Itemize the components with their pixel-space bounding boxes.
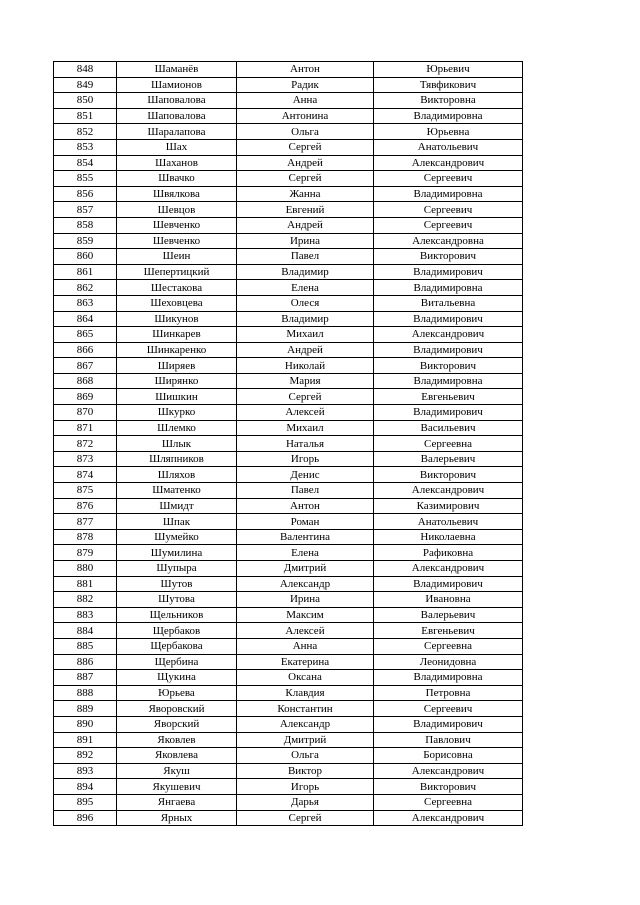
patronymic-cell: Юрьевна [374,124,523,140]
table-row [54,233,523,249]
row-number-cell: 854 [54,155,117,171]
last-name-cell: Ширянко [117,373,237,389]
table-row [54,779,523,795]
last-name-cell: Шутов [117,576,237,592]
last-name-cell: Янгаева [117,794,237,810]
row-number-cell: 895 [54,794,117,810]
patronymic-cell: Сергеевна [374,436,523,452]
patronymic-cell: Рафиковна [374,545,523,561]
last-name-cell: Щельников [117,607,237,623]
first-name-cell: Екатерина [237,654,374,670]
row-number-cell: 879 [54,545,117,561]
patronymic-cell: Ивановна [374,592,523,608]
row-number-cell: 893 [54,763,117,779]
last-name-cell: Шишкин [117,389,237,405]
first-name-cell: Алексей [237,623,374,639]
row-number-cell: 849 [54,77,117,93]
last-name-cell: Шевцов [117,202,237,218]
last-name-cell: Шумилина [117,545,237,561]
first-name-cell: Сергей [237,389,374,405]
table-row [54,576,523,592]
first-name-cell: Елена [237,545,374,561]
row-number-cell: 864 [54,311,117,327]
patronymic-cell: Владимирович [374,716,523,732]
patronymic-cell: Борисовна [374,748,523,764]
last-name-cell: Яковлева [117,748,237,764]
patronymic-cell: Владимировна [374,670,523,686]
table-row [54,514,523,530]
row-number-cell: 869 [54,389,117,405]
first-name-cell: Ольга [237,748,374,764]
last-name-cell: Швялкова [117,186,237,202]
last-name-cell: Щербаков [117,623,237,639]
last-name-cell: Шаманёв [117,62,237,78]
row-number-cell: 865 [54,327,117,343]
table-row [54,638,523,654]
last-name-cell: Шинкарев [117,327,237,343]
row-number-cell: 891 [54,732,117,748]
row-number-cell: 885 [54,638,117,654]
patronymic-cell: Тявфикович [374,77,523,93]
last-name-cell: Шаповалова [117,108,237,124]
row-number-cell: 860 [54,249,117,265]
patronymic-cell: Евгеньевич [374,623,523,639]
last-name-cell: Шаханов [117,155,237,171]
patronymic-cell: Валерьевич [374,451,523,467]
first-name-cell: Игорь [237,779,374,795]
last-name-cell: Шлык [117,436,237,452]
patronymic-cell: Сергеевич [374,202,523,218]
patronymic-cell: Владимировна [374,373,523,389]
roster-table-body [54,62,523,826]
last-name-cell: Якуш [117,763,237,779]
patronymic-cell: Сергеевич [374,171,523,187]
first-name-cell: Анна [237,93,374,109]
last-name-cell: Яворовский [117,701,237,717]
last-name-cell: Шикунов [117,311,237,327]
patronymic-cell: Леонидовна [374,654,523,670]
table-row [54,342,523,358]
last-name-cell: Яворский [117,716,237,732]
patronymic-cell: Юрьевич [374,62,523,78]
table-row [54,358,523,374]
table-row [54,139,523,155]
table-row [54,155,523,171]
row-number-cell: 871 [54,420,117,436]
first-name-cell: Жанна [237,186,374,202]
patronymic-cell: Анатольевич [374,514,523,530]
last-name-cell: Щукина [117,670,237,686]
row-number-cell: 890 [54,716,117,732]
last-name-cell: Яковлев [117,732,237,748]
row-number-cell: 894 [54,779,117,795]
first-name-cell: Дмитрий [237,732,374,748]
patronymic-cell: Владимирович [374,311,523,327]
first-name-cell: Алексей [237,405,374,421]
row-number-cell: 882 [54,592,117,608]
last-name-cell: Шутова [117,592,237,608]
first-name-cell: Наталья [237,436,374,452]
last-name-cell: Ярных [117,810,237,826]
table-row [54,327,523,343]
patronymic-cell: Сергеевич [374,217,523,233]
first-name-cell: Андрей [237,155,374,171]
first-name-cell: Елена [237,280,374,296]
patronymic-cell: Викторович [374,467,523,483]
patronymic-cell: Александрович [374,155,523,171]
last-name-cell: Шестакова [117,280,237,296]
patronymic-cell: Евгеньевич [374,389,523,405]
table-row [54,451,523,467]
row-number-cell: 896 [54,810,117,826]
patronymic-cell: Владимировна [374,186,523,202]
first-name-cell: Антон [237,62,374,78]
patronymic-cell: Александрович [374,483,523,499]
first-name-cell: Александр [237,576,374,592]
table-row [54,670,523,686]
table-row [54,561,523,577]
row-number-cell: 876 [54,498,117,514]
patronymic-cell: Викторович [374,249,523,265]
table-row [54,607,523,623]
last-name-cell: Шепертицкий [117,264,237,280]
patronymic-cell: Александрович [374,561,523,577]
first-name-cell: Анна [237,638,374,654]
row-number-cell: 883 [54,607,117,623]
row-number-cell: 850 [54,93,117,109]
row-number-cell: 853 [54,139,117,155]
row-number-cell: 863 [54,295,117,311]
first-name-cell: Сергей [237,810,374,826]
table-row [54,311,523,327]
last-name-cell: Шляхов [117,467,237,483]
table-row [54,124,523,140]
first-name-cell: Сергей [237,171,374,187]
last-name-cell: Шаповалова [117,93,237,109]
first-name-cell: Антон [237,498,374,514]
row-number-cell: 868 [54,373,117,389]
row-number-cell: 892 [54,748,117,764]
first-name-cell: Мария [237,373,374,389]
first-name-cell: Михаил [237,420,374,436]
table-row [54,763,523,779]
last-name-cell: Юрьева [117,685,237,701]
patronymic-cell: Владимирович [374,342,523,358]
table-row [54,701,523,717]
patronymic-cell: Сергеевна [374,638,523,654]
first-name-cell: Валентина [237,529,374,545]
last-name-cell: Шах [117,139,237,155]
last-name-cell: Шлемко [117,420,237,436]
patronymic-cell: Александровна [374,233,523,249]
row-number-cell: 862 [54,280,117,296]
first-name-cell: Ирина [237,592,374,608]
table-row [54,93,523,109]
table-row [54,483,523,499]
patronymic-cell: Сергеевич [374,701,523,717]
row-number-cell: 852 [54,124,117,140]
table-row [54,545,523,561]
table-row [54,373,523,389]
patronymic-cell: Викторович [374,779,523,795]
last-name-cell: Шаралапова [117,124,237,140]
first-name-cell: Игорь [237,451,374,467]
patronymic-cell: Александрович [374,810,523,826]
table-row [54,685,523,701]
table-row [54,654,523,670]
patronymic-cell: Александрович [374,327,523,343]
row-number-cell: 887 [54,670,117,686]
table-row [54,264,523,280]
table-row [54,623,523,639]
row-number-cell: 855 [54,171,117,187]
first-name-cell: Денис [237,467,374,483]
last-name-cell: Шеховцева [117,295,237,311]
patronymic-cell: Витальевна [374,295,523,311]
first-name-cell: Михаил [237,327,374,343]
patronymic-cell: Владимирович [374,576,523,592]
first-name-cell: Владимир [237,311,374,327]
patronymic-cell: Валерьевич [374,607,523,623]
table-row [54,436,523,452]
table-row [54,295,523,311]
last-name-cell: Шмидт [117,498,237,514]
patronymic-cell: Владимирович [374,264,523,280]
row-number-cell: 851 [54,108,117,124]
row-number-cell: 848 [54,62,117,78]
first-name-cell: Максим [237,607,374,623]
first-name-cell: Владимир [237,264,374,280]
table-row [54,810,523,826]
last-name-cell: Швачко [117,171,237,187]
first-name-cell: Ирина [237,233,374,249]
first-name-cell: Клавдия [237,685,374,701]
last-name-cell: Шматенко [117,483,237,499]
first-name-cell: Дарья [237,794,374,810]
patronymic-cell: Сергеевна [374,794,523,810]
patronymic-cell: Владимирович [374,405,523,421]
row-number-cell: 872 [54,436,117,452]
last-name-cell: Щербина [117,654,237,670]
first-name-cell: Андрей [237,217,374,233]
table-row [54,420,523,436]
patronymic-cell: Николаевна [374,529,523,545]
first-name-cell: Николай [237,358,374,374]
row-number-cell: 870 [54,405,117,421]
first-name-cell: Ольга [237,124,374,140]
row-number-cell: 861 [54,264,117,280]
patronymic-cell: Александрович [374,763,523,779]
table-row [54,249,523,265]
last-name-cell: Щербакова [117,638,237,654]
first-name-cell: Евгений [237,202,374,218]
patronymic-cell: Анатольевич [374,139,523,155]
last-name-cell: Якушевич [117,779,237,795]
row-number-cell: 875 [54,483,117,499]
table-row [54,467,523,483]
last-name-cell: Шинкаренко [117,342,237,358]
last-name-cell: Шеин [117,249,237,265]
table-row [54,794,523,810]
patronymic-cell: Васильевич [374,420,523,436]
first-name-cell: Павел [237,483,374,499]
table-row [54,529,523,545]
first-name-cell: Дмитрий [237,561,374,577]
row-number-cell: 889 [54,701,117,717]
row-number-cell: 874 [54,467,117,483]
table-row [54,405,523,421]
first-name-cell: Радик [237,77,374,93]
patronymic-cell: Петровна [374,685,523,701]
patronymic-cell: Викторовна [374,93,523,109]
row-number-cell: 877 [54,514,117,530]
last-name-cell: Шевченко [117,217,237,233]
first-name-cell: Антонина [237,108,374,124]
row-number-cell: 856 [54,186,117,202]
last-name-cell: Шляпников [117,451,237,467]
first-name-cell: Олеся [237,295,374,311]
row-number-cell: 886 [54,654,117,670]
patronymic-cell: Владимировна [374,280,523,296]
patronymic-cell: Викторович [374,358,523,374]
row-number-cell: 867 [54,358,117,374]
table-row [54,280,523,296]
row-number-cell: 858 [54,217,117,233]
table-row [54,217,523,233]
last-name-cell: Шупыра [117,561,237,577]
table-row [54,77,523,93]
first-name-cell: Роман [237,514,374,530]
row-number-cell: 881 [54,576,117,592]
last-name-cell: Шевченко [117,233,237,249]
table-row [54,389,523,405]
patronymic-cell: Владимировна [374,108,523,124]
patronymic-cell: Казимирович [374,498,523,514]
first-name-cell: Павел [237,249,374,265]
last-name-cell: Ширяев [117,358,237,374]
last-name-cell: Шамионов [117,77,237,93]
row-number-cell: 873 [54,451,117,467]
table-row [54,171,523,187]
roster-table [53,61,523,826]
table-row [54,748,523,764]
row-number-cell: 878 [54,529,117,545]
row-number-cell: 857 [54,202,117,218]
last-name-cell: Шумейко [117,529,237,545]
last-name-cell: Шпак [117,514,237,530]
table-row [54,202,523,218]
row-number-cell: 880 [54,561,117,577]
table-row [54,498,523,514]
row-number-cell: 884 [54,623,117,639]
table-row [54,592,523,608]
row-number-cell: 859 [54,233,117,249]
row-number-cell: 866 [54,342,117,358]
table-row [54,186,523,202]
table-row [54,716,523,732]
patronymic-cell: Павлович [374,732,523,748]
first-name-cell: Андрей [237,342,374,358]
last-name-cell: Шкурко [117,405,237,421]
first-name-cell: Оксана [237,670,374,686]
first-name-cell: Виктор [237,763,374,779]
table-row [54,62,523,78]
table-row [54,108,523,124]
first-name-cell: Сергей [237,139,374,155]
row-number-cell: 888 [54,685,117,701]
table-row [54,732,523,748]
first-name-cell: Константин [237,701,374,717]
first-name-cell: Александр [237,716,374,732]
